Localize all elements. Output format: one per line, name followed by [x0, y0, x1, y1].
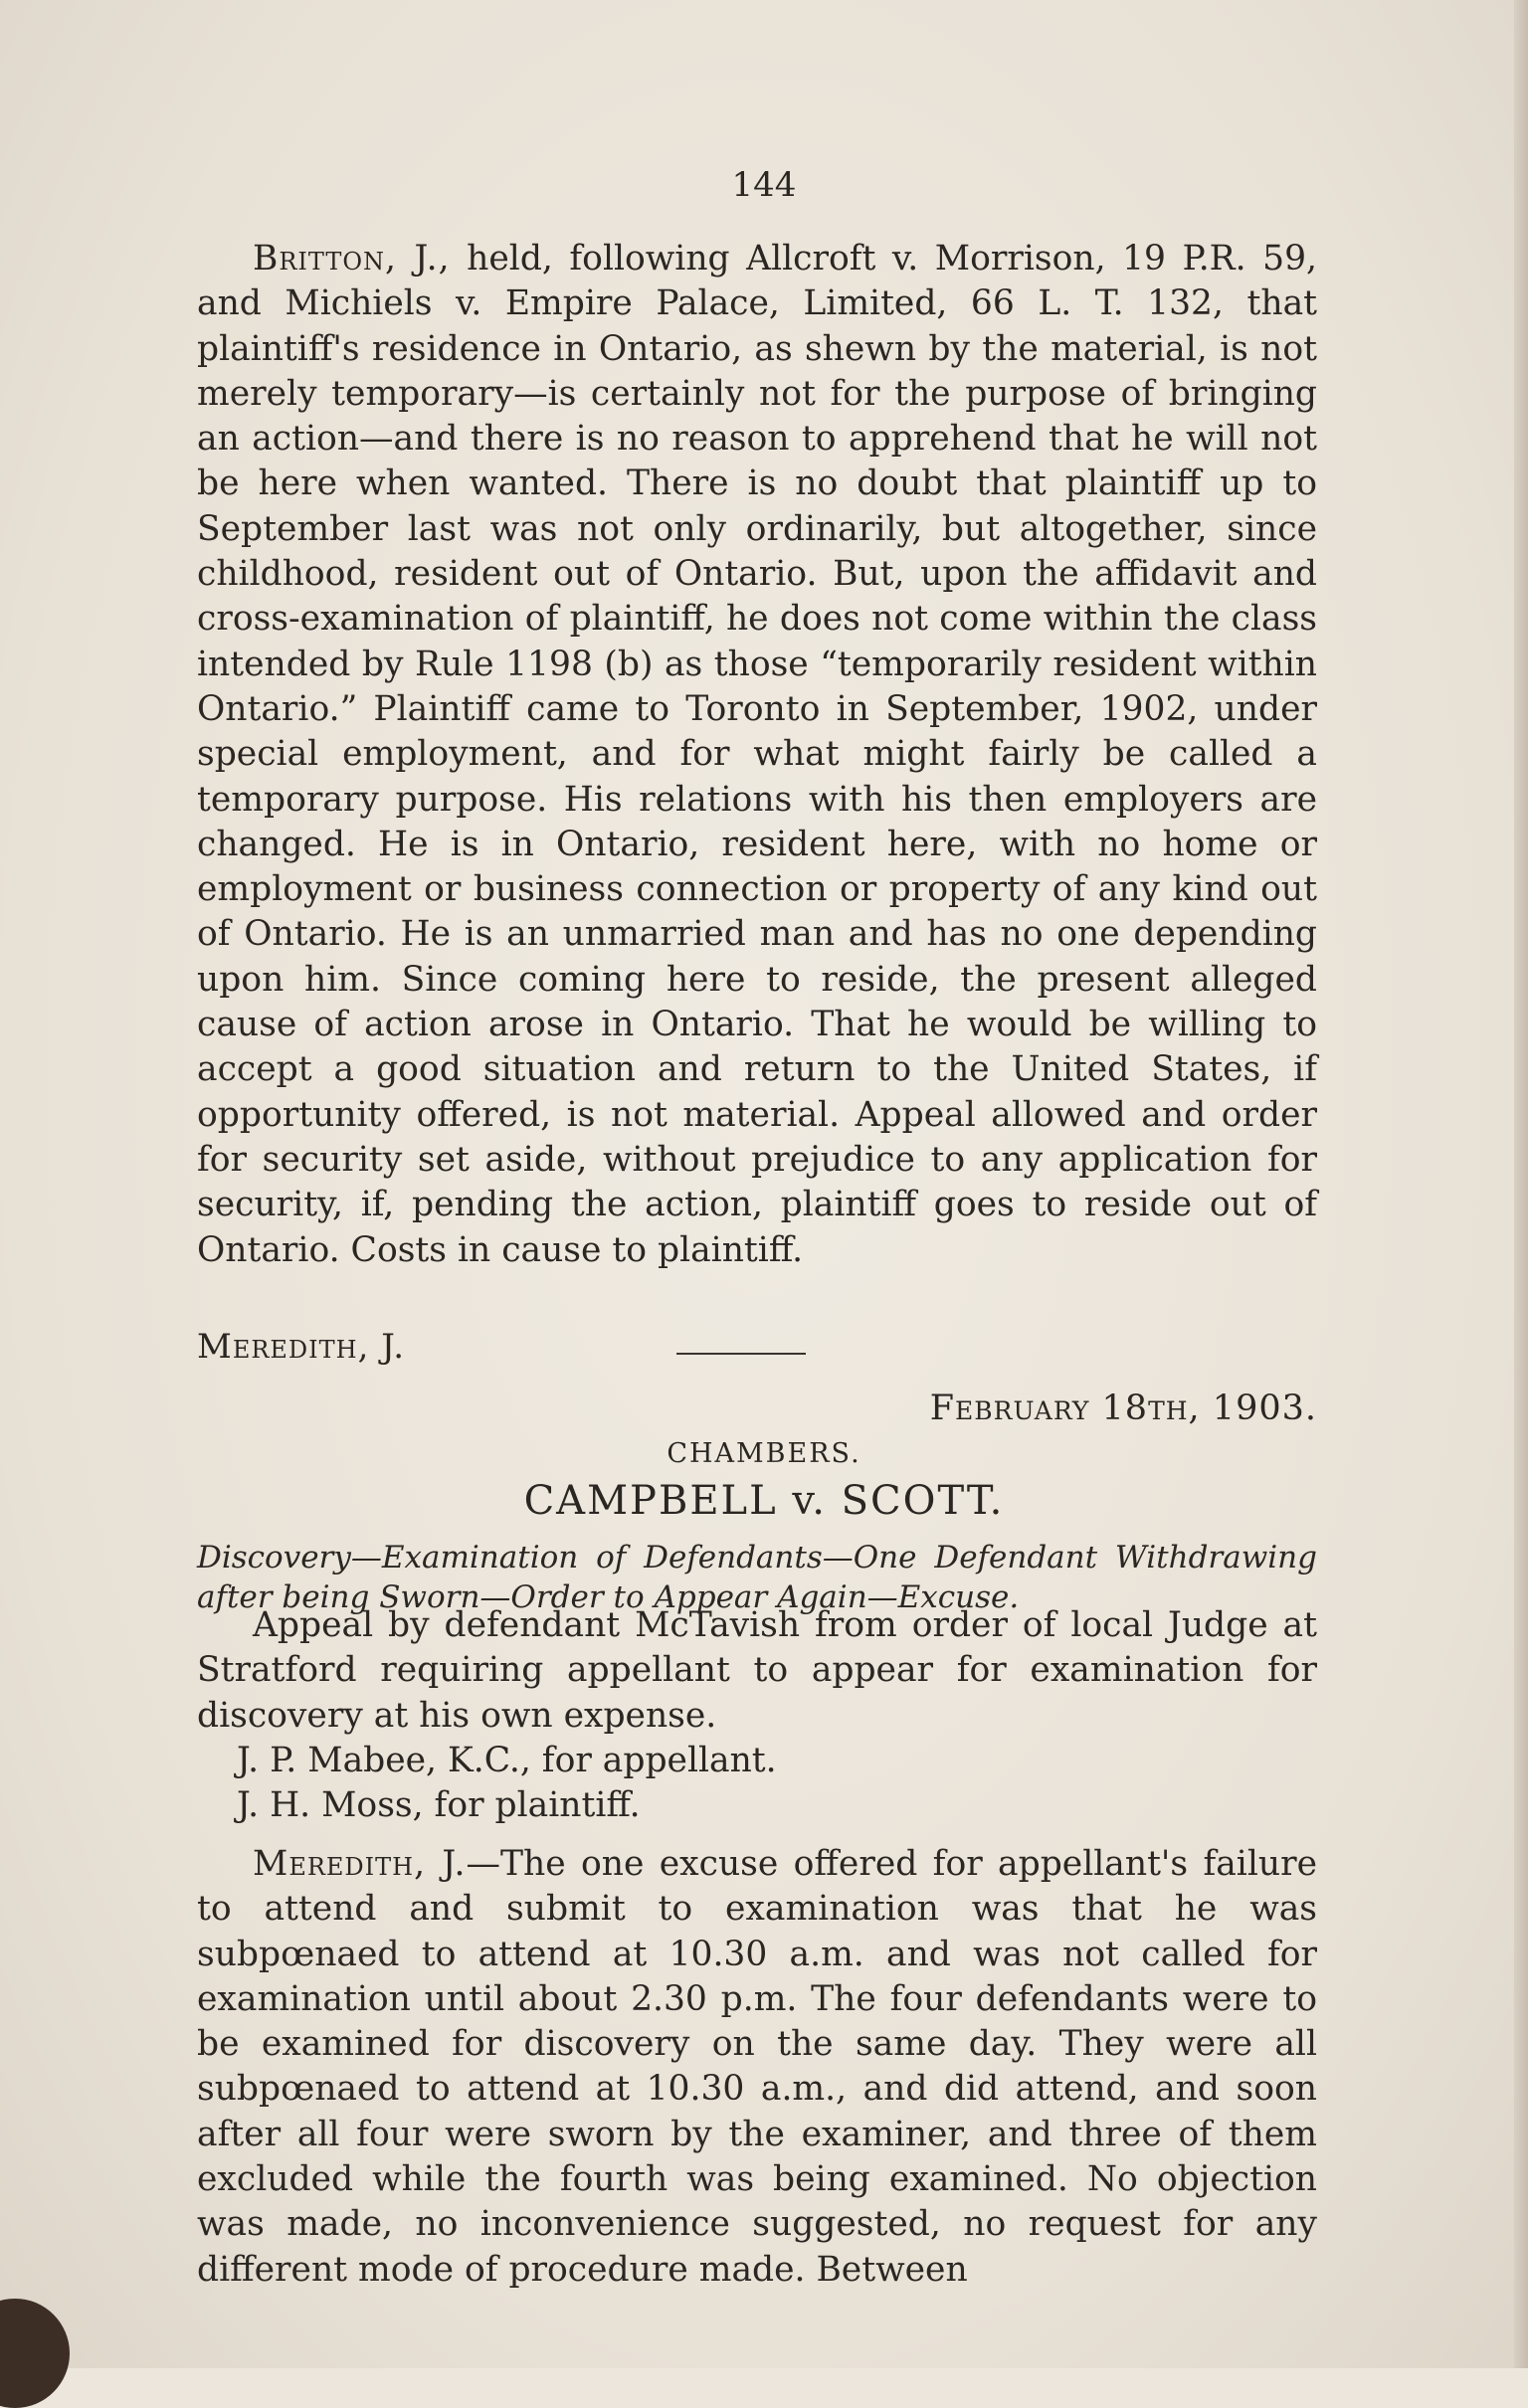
book-gutter	[1514, 0, 1528, 2368]
counsel-appellant: J. P. Mabee, K.C., for appellant.	[237, 1740, 777, 1780]
page-number: 144	[731, 165, 797, 205]
judgment-judge: Meredith, J.	[253, 1844, 467, 1884]
appeal-section	[197, 1603, 1317, 1828]
opinion-paragraph	[197, 237, 1317, 1273]
case-date: February 18th, 1903.	[929, 1389, 1317, 1428]
counsel-plaintiff: J. H. Moss, for plaintiff.	[237, 1785, 641, 1826]
judge-name: Britton, J.,	[253, 239, 451, 278]
headnote: Discovery—Examination of Defendants—One Defendant Withdrawing after being Sworn—Order to Appear Again—Excuse.	[197, 1540, 1317, 1615]
appeal-statement: Appeal by defendant McTavish from order of local Judge at Stratford requiring appellant to appear for examination for discovery at his own expense.	[197, 1605, 1317, 1736]
case-judge: Meredith, J.	[197, 1327, 405, 1367]
page-corner-shadow	[0, 2299, 70, 2408]
court-name: CHAMBERS.	[667, 1438, 861, 1469]
case-title: CAMPBELL v. SCOTT.	[523, 1478, 1005, 1524]
opinion-body	[197, 237, 1317, 1273]
judgment-body	[197, 1842, 1317, 2293]
judgment-paragraph	[197, 1842, 1317, 2293]
judgment-text: —The one excuse offered for appellant's failure to attend and submit to examination was that he was subpœnaed to attend at 10.30 a.m. and was not called for examination until about 2.30 p.m. The four defendants were to be examined for discovery on the same day. They were all subpœnaed to attend at 10.30 a.m., and did attend, and soon after all four were sworn by the examiner, and three of them excluded while the fourth was being examined. No objection was made, no inconvenience suggested, no request for any different mode of procedure made. Between	[197, 1844, 1317, 2290]
opinion-text: held, following Allcroft v. Morrison, 19 P.R. 59, and Michiels v. Empire Palace, Limited, 66 L. T. 132, that plaintiff's residence in Ontario, as shewn by the material, is not merely temporary—is certainly not for the purpose of bringing an action—and there is no reason to apprehend that he will not be here when wanted. There is no doubt that plaintiff up to September last was not only ordinarily, but altogether, since childhood, resident out of Ontario. But, upon the affidavit and cross-examination of plaintiff, he does not come within the class intended by Rule 1198 (b) as those “temporarily resident within Ontario.” Plaintiff came to Toronto in September, 1902, under special employment, and for what might fairly be called a temporary purpose. His relations with his then employers are changed. He is in Ontario, resident here, with no home or employment or business connection or property of any kind out of Ontario. He is an unmarried man and has no one depending upon him. Since coming here to reside, the present alleged cause of action arose in Ontario. That he would be willing to accept a good situation and return to the United States, if opportunity offered, is not material. Appeal allowed and order for security set aside, without prejudice to any application for security, if, pending the action, plaintiff goes to reside out of Ontario. Costs in cause to plaintiff.	[197, 239, 1318, 1270]
section-divider	[676, 1353, 806, 1355]
